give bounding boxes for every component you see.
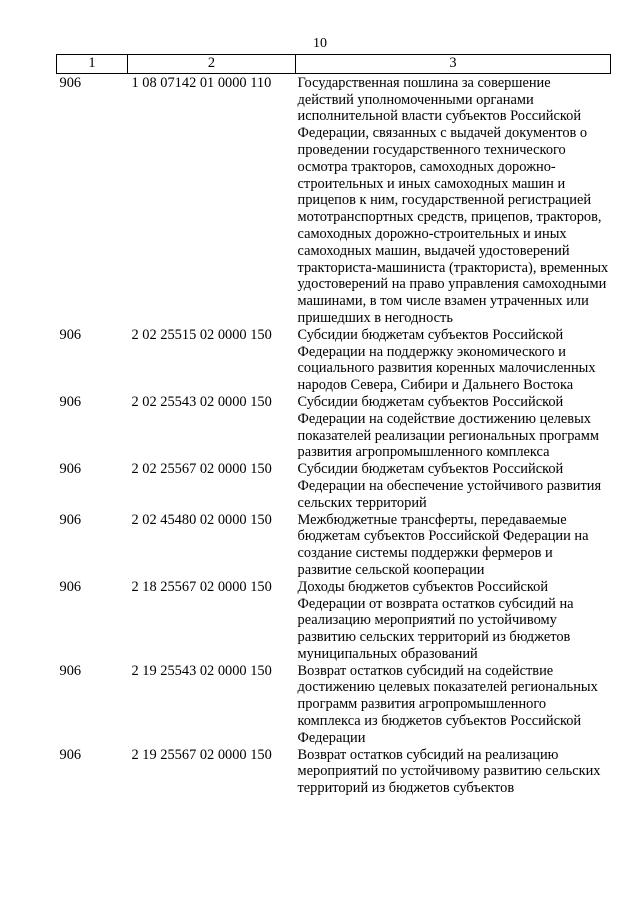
income-name-cell: Доходы бюджетов субъектов Российской Федерации от возврата остатков субсидий на реализацию мероприятий по устойчивому развитию сельских территорий из бюджетов муниципальных образований	[297, 578, 574, 662]
table-row	[57, 512, 611, 579]
admin-code-cell: 906	[59, 578, 82, 595]
page-number: 10	[313, 36, 327, 51]
income-name-cell: Субсидии бюджетам субъектов Российской Федерации на обеспечение устойчивого развития сельских территорий	[297, 461, 602, 511]
header-row	[57, 55, 611, 74]
column-header-1: 1	[57, 55, 128, 74]
kbk-code-cell: 2 18 25567 02 0000 150	[131, 578, 272, 595]
income-name-cell: Возврат остатков субсидий на содействие достижению целевых показателей региональных программ развития агропромышленного комплекса из бюджетов субъектов Российской Федерации	[297, 662, 598, 746]
classifier-table	[56, 54, 611, 797]
table-row	[57, 747, 611, 797]
kbk-code-cell: 2 19 25543 02 0000 150	[131, 662, 272, 679]
income-name-cell: Возврат остатков субсидий на реализацию мероприятий по устойчивому развитию сельских территорий из бюджетов субъектов	[297, 746, 601, 797]
table-header	[57, 55, 611, 74]
column-header-2: 2	[128, 55, 296, 74]
table-row	[57, 394, 611, 461]
kbk-code-cell: 1 08 07142 01 0000 110	[131, 74, 272, 91]
income-name-cell: Субсидии бюджетам субъектов Российской Федерации на поддержку экономического и социального развития коренных малочисленных народов Севера, Сибири и Дальнего Востока	[297, 326, 596, 394]
admin-code-cell: 906	[59, 746, 82, 763]
admin-code-cell: 906	[59, 461, 82, 478]
admin-code-cell: 906	[59, 74, 82, 91]
kbk-code-cell: 2 02 25543 02 0000 150	[131, 393, 272, 410]
table-body	[57, 73, 611, 797]
kbk-code-cell: 2 19 25567 02 0000 150	[131, 746, 272, 763]
income-name-cell: Государственная пошлина за совершение действий уполномоченными органами исполнительной власти субъектов Российской Федерации, связанных с выдачей документов о проведении государственного технического осмотра тракторов, самоходных дорожно-строительных и иных самоходных машин и прицепов к ним, государственной регистрацией мототранспортных средств, прицепов, тракторов, самоходных дорожно-строительных и иных самоходных машин, выдачей удостоверений тракториста-машиниста (тракториста), временных удостоверений на право управления самоходными машинами, в том числе взамен утраченных или пришедших в негодность	[297, 74, 609, 326]
kbk-code-cell: 2 02 25515 02 0000 150	[131, 326, 272, 343]
kbk-code-cell: 2 02 25567 02 0000 150	[131, 461, 272, 478]
table-row	[57, 73, 611, 326]
table-row	[57, 663, 611, 747]
table-row	[57, 461, 611, 511]
admin-code-cell: 906	[59, 326, 82, 343]
income-name-cell: Субсидии бюджетам субъектов Российской Федерации на содействие достижению целевых показателей реализации региональных программ развития агропромышленного комплекса	[297, 393, 600, 461]
admin-code-cell: 906	[59, 511, 82, 528]
column-header-3: 3	[296, 55, 611, 74]
admin-code-cell: 906	[59, 393, 82, 410]
table-row	[57, 579, 611, 663]
admin-code-cell: 906	[59, 662, 82, 679]
kbk-code-cell: 2 02 45480 02 0000 150	[131, 511, 272, 528]
table-row	[57, 327, 611, 394]
income-name-cell: Межбюджетные трансферты, передаваемые бюджетам субъектов Российской Федерации на создание системы поддержки фермеров и развитие сельской кооперации	[297, 511, 589, 578]
